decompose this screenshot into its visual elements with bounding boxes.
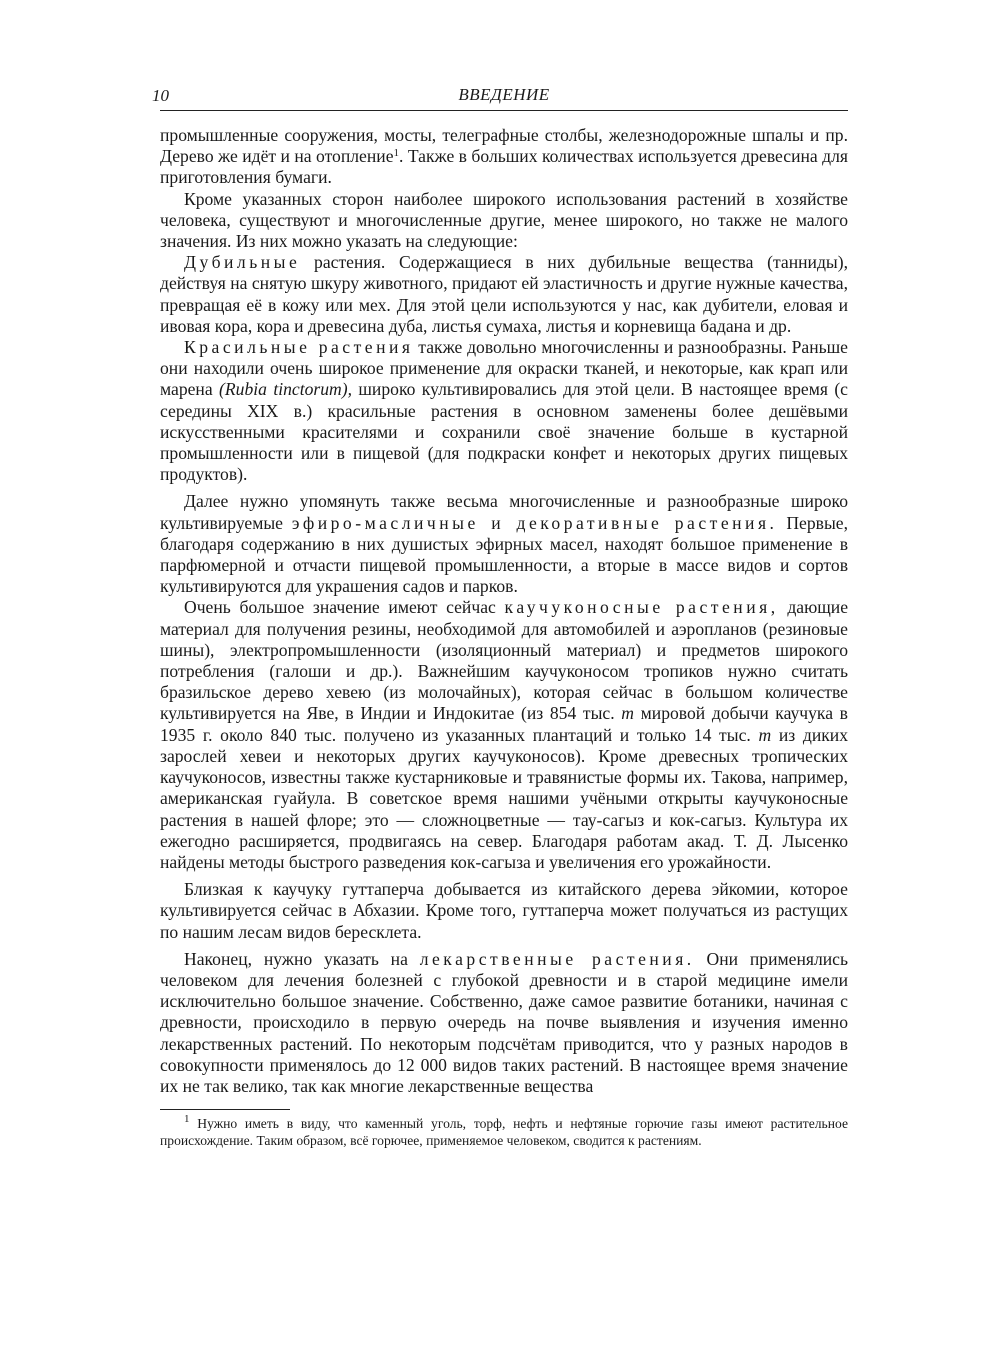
paragraph-tanning-text: растения. Содержащиеся в них дубильные вещества (танниды), действуя на снятую шкуру животного, придают ей эластичность и другие нужные качества, превращая её в кожу или мех. Для этой цели используются у нас, как дубители, еловая и ивовая кора, кора и древесина дуба, листья сумаха, листья и корневища бадана и др. — [160, 252, 848, 336]
paragraph-2 — [160, 189, 848, 253]
footnote-text: Нужно иметь в виду, что каменный уголь, торф, нефть и нефтяные горючие газы имеют растительное происхождение. Таким образом, всё горючее, применяемое человеком, сводится к растениям. — [160, 1116, 848, 1148]
book-page — [152, 80, 849, 1149]
paragraph-2-text: Кроме указанных сторон наиболее широкого использования растений в хозяйстве человека, существуют и многочисленные другие, менее широкого, но также не малого значения. Из них можно указать на следующие: — [160, 188, 848, 252]
paragraph-rubber-text-d: из диких зарослей хевеи и некоторых других каучуконосов). Кроме древесных тропических каучуконосов, известны также кустарниковые и травянистые формы их. Такова, например, американская гуайула. В советское время нашими учёными открыты каучуконосные растения в нашей флоре; это — сложноцветные — тау-сагыз и кок-сагыз. Культура их ежегодно расширяется, продвигаясь на север. Благодаря работам акад. Т. Д. Лысенко найдены методы быстрого разведения кок-сагыза и увеличения его урожайности. — [160, 724, 848, 872]
term-medicinal: лекарственные растения. — [419, 948, 695, 969]
paragraph-1-text: промышленные сооружения, мосты, телеграфные столбы, железнодорожные шпалы и пр. Дерево же идёт и на отопление — [160, 125, 848, 167]
paragraph-1 — [160, 125, 848, 189]
unit-tonnes: т — [621, 703, 634, 724]
paragraph-essential-oil-text-a: Далее нужно упомянуть также весьма многочисленные и разнообразные широко культивируемые — [160, 491, 848, 533]
latin-name: (Rubia tinctorum), — [219, 379, 352, 400]
body-text — [160, 125, 848, 1097]
footnote-mark: 1 — [184, 1113, 190, 1126]
paragraph-rubber-text-a: Очень большое значение имеют сейчас — [184, 597, 505, 618]
paragraph-medicinal — [160, 949, 848, 1097]
paragraph-rubber-text-c: мировой добычи каучука в 1935 г. около 840 тыс. получено из указанных плантаций и только 14 тыс. — [160, 703, 848, 745]
term-rubber: каучуконосные растения, — [504, 597, 779, 618]
footnote — [160, 1113, 848, 1149]
paragraph-medicinal-text-b: Они применялись человеком для лечения болезней с глубокой древности и в старой медицине имели исключительно большое значение. Собственно, даже самое развитие ботаники, начиная с древности, происходило в первую очередь на почве выявления и изучения именно лекарственных растений. По некоторым подсчётам приводится, что у разных народов в совокупности применялось до 12 000 видов таких растений. В настоящее время значение их не так велико, так как многие лекарственные вещества — [160, 948, 848, 1096]
paragraph-essential-oil — [160, 491, 848, 597]
paragraph-rubber-text-b: дающие материал для получения резины, необходимой для автомобилей и аэропланов (резиновые шины), электропромышленности (изоляционный материал) и предметов широкого потребления (галоши и др.). Важнейшим каучуконосом тропиков нужно считать бразильское дерево хевею (из молочайных), которая сейчас в большом количестве культивируется на Яве, в Индии и Индокитае (из 854 тыс. — [160, 597, 849, 724]
paragraph-dye — [160, 337, 848, 485]
paragraph-tanning — [160, 252, 848, 337]
paragraph-gutta-percha-text: Близкая к каучуку гуттаперча добывается из китайского дерева эйкомии, которое культивируется сейчас в Абхазии. Кроме того, гуттаперча может получаться из растущих по нашим лесам видов бересклета. — [160, 879, 848, 942]
paragraph-1-end: . Также в больших количествах используется древесина для приготовления бумаги. — [160, 146, 848, 188]
paragraph-rubber — [160, 597, 848, 873]
term-essential-oil: эфиро-масличные и декоративные растения. — [291, 512, 778, 533]
paragraph-essential-oil-text-b: Первые, благодаря содержанию в них душистых эфирных масел, находят большое применение в парфюмерной и отчасти пищевой промышленности, а вторые в массе видов и сортов культивируются для украшения садов и парков. — [160, 512, 848, 597]
footnote-divider — [160, 1109, 290, 1110]
footnote-reference: 1 — [393, 147, 400, 160]
paragraph-medicinal-text-a: Наконец, нужно указать на — [184, 948, 420, 969]
unit-tonnes: т — [758, 724, 772, 745]
running-head-title: ВВЕДЕНИЕ — [458, 85, 550, 104]
page-number: 10 — [152, 86, 169, 105]
running-head — [152, 80, 848, 111]
paragraph-dye-text-a: также довольно многочисленны и разнообразны. Раньше они находили очень широкое применение для окраски тканей, и некоторые, как крап или марена — [160, 337, 848, 400]
paragraph-gutta-percha — [160, 879, 848, 943]
paragraph-dye-text-b: широко культивировались для этой цели. В настоящее время (с середины XIX в.) красильные растения в основном заменены более дешёвыми искусственными красителями и сохранили своё значение больше в кустарной промышленности или в пищевой (для подкраски конфет и некоторых других пищевых продуктов). — [160, 379, 848, 485]
term-dye: Красильные растения — [184, 337, 414, 358]
term-tanning: Дубильные — [184, 252, 301, 273]
